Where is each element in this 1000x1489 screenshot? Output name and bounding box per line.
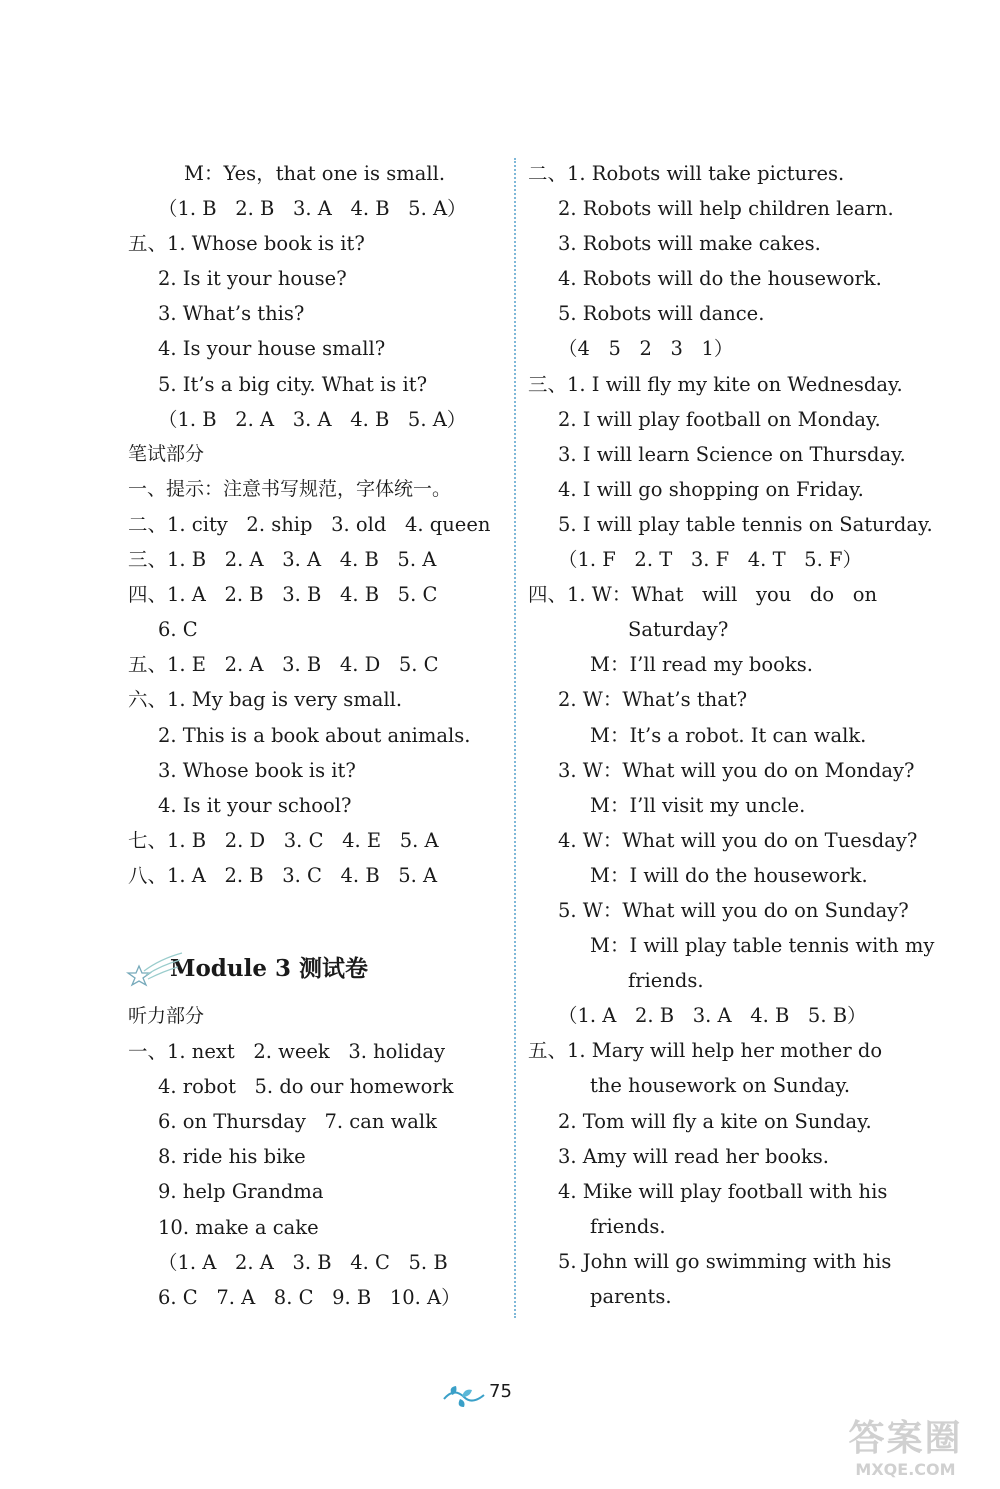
listening-section-lines xyxy=(128,999,503,1315)
answer-line xyxy=(128,718,503,753)
column-divider xyxy=(514,158,516,1318)
answer-text: 3. Whose book is it? xyxy=(158,758,356,782)
answer-text: 2. This is a book about animals. xyxy=(158,723,471,747)
answer-line xyxy=(528,928,935,963)
shooting-star-icon xyxy=(124,951,184,995)
answer-text: 5. It’s a big city. What is it? xyxy=(158,372,428,396)
answer-text: 六、1. My bag is very small. xyxy=(128,688,403,712)
answer-line xyxy=(128,437,503,472)
answer-text: 五、1. Mary will help her mother do xyxy=(528,1039,883,1063)
answer-text: 四、1. W：What will you do on xyxy=(528,583,878,607)
answer-line xyxy=(128,1139,503,1174)
answer-line xyxy=(128,296,503,331)
answer-line xyxy=(528,507,933,542)
answer-line xyxy=(128,1034,503,1069)
answer-line xyxy=(528,542,918,577)
right-answer-lines xyxy=(528,156,935,1314)
left-answer-lines xyxy=(128,156,503,893)
answer-text: 三、1. B 2. A 3. A 4. B 5. A xyxy=(128,548,437,572)
answer-text: M：I will play table tennis with my xyxy=(590,934,935,958)
page-footer xyxy=(0,1375,1000,1415)
answer-text: （1. A 2. B 3. A 4. B 5. B） xyxy=(558,1004,867,1028)
answer-text: 二、1. Robots will take pictures. xyxy=(528,162,845,185)
answer-line xyxy=(528,1244,918,1279)
module-title: Module 3 测试卷 xyxy=(170,954,368,982)
answer-text: M：It’s a robot. It can walk. xyxy=(590,723,867,747)
answer-text: 5. Robots will dance. xyxy=(558,302,765,326)
watermark-url: MXQE.COM xyxy=(855,1460,956,1479)
answer-line xyxy=(128,858,503,893)
answer-line xyxy=(128,823,503,858)
answer-line xyxy=(128,367,503,402)
answer-line xyxy=(528,472,918,507)
answer-line xyxy=(128,1245,503,1280)
page-number: 75 xyxy=(489,1381,512,1402)
module-heading xyxy=(128,929,503,999)
answer-line xyxy=(528,893,918,928)
answer-text: 5. I will play table tennis on Saturday. xyxy=(558,512,933,536)
answer-text: friends. xyxy=(628,969,704,993)
answer-text: 一、提示：注意书写规范，字体统一。 xyxy=(128,477,452,500)
answer-text: 一、1. next 2. week 3. holiday xyxy=(128,1040,446,1064)
answer-text: 6. on Thursday 7. can walk xyxy=(158,1110,437,1134)
right-column xyxy=(528,156,935,1314)
answer-line xyxy=(528,191,918,226)
answer-line xyxy=(128,1174,503,1209)
answer-line xyxy=(528,753,918,788)
answer-line xyxy=(528,1139,918,1174)
answer-line xyxy=(128,577,503,612)
answer-text: 3. Amy will read her books. xyxy=(558,1144,829,1168)
watermark-logo: 答案圈 xyxy=(848,1418,963,1459)
answer-text: the housework on Sunday. xyxy=(590,1074,851,1098)
answer-line xyxy=(528,963,918,998)
answer-line xyxy=(528,577,918,612)
answer-text: 3. W：What will you do on Monday? xyxy=(558,758,915,782)
answer-text: 5. John will go swimming with his xyxy=(558,1249,892,1273)
answer-text: M：I’ll read my books. xyxy=(590,653,813,677)
answer-line xyxy=(528,858,918,893)
answer-text: 4. I will go shopping on Friday. xyxy=(558,477,864,501)
answer-line xyxy=(528,402,918,437)
answer-text: （4 5 2 3 1） xyxy=(558,337,734,361)
answer-line xyxy=(128,682,503,717)
answer-line xyxy=(128,261,503,296)
answer-line xyxy=(528,437,918,472)
answer-line xyxy=(528,156,918,191)
answer-text: 二、1. city 2. ship 3. old 4. queen xyxy=(128,512,491,536)
answer-text: 4. Robots will do the housework. xyxy=(558,267,882,291)
answer-text: （1. B 2. B 3. A 4. B 5. A） xyxy=(158,197,467,221)
answer-text: 8. ride his bike xyxy=(158,1145,306,1169)
answer-line xyxy=(528,1033,918,1068)
answer-text: 2. I will play football on Monday. xyxy=(558,407,881,431)
answer-text: 4. robot 5. do our homework xyxy=(158,1075,454,1099)
answer-line xyxy=(528,1279,918,1314)
answer-line xyxy=(528,331,918,366)
answer-line xyxy=(528,788,918,823)
answer-line xyxy=(128,191,503,226)
answer-line xyxy=(528,682,918,717)
answer-line xyxy=(528,296,918,331)
spacer xyxy=(128,893,503,929)
answer-line xyxy=(128,612,503,647)
answer-line xyxy=(128,999,503,1034)
answer-text: 9. help Grandma xyxy=(158,1180,324,1204)
answer-line xyxy=(528,998,918,1033)
answer-text: 笔试部分 xyxy=(128,442,205,465)
leaf-ornament-icon xyxy=(442,1383,486,1409)
answer-text: parents. xyxy=(590,1285,672,1308)
answer-text: （1. B 2. A 3. A 4. B 5. A） xyxy=(158,407,467,431)
answer-line xyxy=(528,612,918,647)
answer-line xyxy=(528,226,918,261)
answer-text: 4. Is your house small? xyxy=(158,337,386,361)
answer-line xyxy=(128,647,503,682)
answer-text: 3. Robots will make cakes. xyxy=(558,232,821,256)
answer-text: 三、1. I will fly my kite on Wednesday. xyxy=(528,372,903,396)
answer-line xyxy=(528,823,918,858)
answer-line xyxy=(528,1209,918,1244)
answer-text: 3. I will learn Science on Thursday. xyxy=(558,442,906,466)
answer-line xyxy=(128,331,503,366)
answer-text: Saturday? xyxy=(628,618,729,642)
answer-line xyxy=(128,542,503,577)
answer-line xyxy=(528,647,918,682)
answer-text: 10. make a cake xyxy=(158,1215,319,1239)
answer-text: 6. C xyxy=(158,618,198,642)
answer-text: 4. W：What will you do on Tuesday? xyxy=(558,828,918,852)
answer-text: （1. A 2. A 3. B 4. C 5. B xyxy=(158,1250,448,1274)
answer-text: 五、1. Whose book is it? xyxy=(128,232,365,256)
answer-text: M：I’ll visit my uncle. xyxy=(590,793,806,817)
watermark xyxy=(818,1418,993,1486)
answer-text: 四、1. A 2. B 3. B 4. B 5. C xyxy=(128,583,438,607)
answer-text: 6. C 7. A 8. C 9. B 10. A） xyxy=(158,1285,461,1309)
answer-line xyxy=(128,507,503,542)
answer-text: 2. Is it your house? xyxy=(158,267,347,291)
answer-line xyxy=(528,1174,918,1209)
answer-line xyxy=(128,788,503,823)
answer-line xyxy=(128,1210,503,1245)
answer-text: 五、1. E 2. A 3. B 4. D 5. C xyxy=(128,653,439,677)
answer-text: 听力部分 xyxy=(128,1004,205,1027)
answer-line xyxy=(128,402,503,437)
answer-text: 4. Mike will play football with his xyxy=(558,1179,888,1203)
answer-text: 2. W：What’s that? xyxy=(558,688,748,712)
answer-text: 2. Robots will help children learn. xyxy=(558,197,894,221)
answer-line xyxy=(128,1104,503,1139)
answer-line xyxy=(128,156,503,191)
answer-line xyxy=(128,753,503,788)
answer-line xyxy=(128,472,503,507)
left-column xyxy=(128,156,503,1315)
answer-text: 2. Tom will fly a kite on Sunday. xyxy=(558,1109,872,1133)
answer-line xyxy=(128,1280,503,1315)
answer-text: M：I will do the housework. xyxy=(590,863,868,887)
answer-line xyxy=(128,1069,503,1104)
answer-line xyxy=(528,367,918,402)
answer-line xyxy=(528,1104,918,1139)
answer-text: 3. What’s this? xyxy=(158,302,305,326)
answer-text: 4. Is it your school? xyxy=(158,793,352,817)
answer-line xyxy=(528,718,918,753)
answer-line xyxy=(128,226,503,261)
answer-text: 5. W：What will you do on Sunday? xyxy=(558,898,909,922)
answer-line xyxy=(528,1068,918,1103)
answer-text: 七、1. B 2. D 3. C 4. E 5. A xyxy=(128,828,439,852)
answer-line xyxy=(528,261,918,296)
answer-text: 八、1. A 2. B 3. C 4. B 5. A xyxy=(128,863,438,887)
answer-text: friends. xyxy=(590,1214,666,1238)
answer-text: （1. F 2. T 3. F 4. T 5. F） xyxy=(558,548,863,572)
answer-text: M：Yes，that one is small. xyxy=(184,162,446,185)
